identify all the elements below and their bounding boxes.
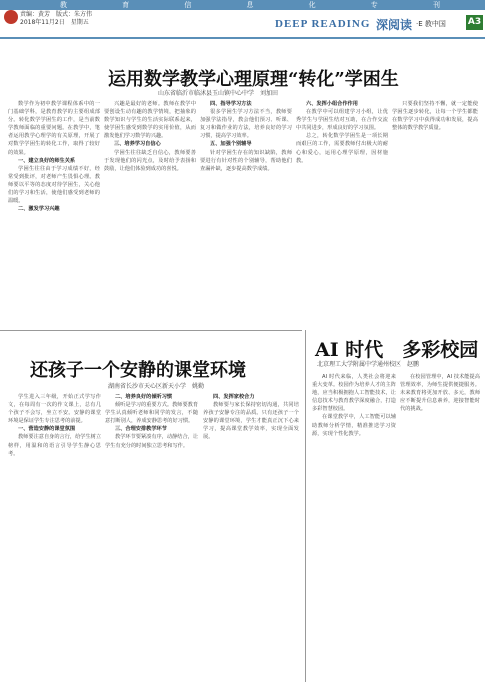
subheading: 二、激发学习兴趣	[18, 206, 60, 213]
category-item: 教	[60, 1, 67, 9]
article-title: 还孩子一个安静的课堂环境	[30, 360, 246, 381]
paragraph: 教学环节要紧凑有序，动静结合，让学生有充分的时间独立思考和写作。	[105, 434, 198, 449]
article-column	[203, 393, 299, 678]
article-column	[200, 100, 292, 325]
column-divider	[305, 330, 306, 682]
subheading: 三、合理安排教学环节	[115, 426, 167, 433]
category-item: 专	[370, 1, 378, 9]
category-item: 育	[122, 1, 130, 9]
paragraph: 倾听是学习的重要方式。教师要教育学生认真倾听老师和同学的发言，不随意打断别人，养成安静思考的好习惯。	[105, 402, 198, 425]
section-title-en: DEEP READING	[275, 18, 371, 30]
paragraph: 针对学困生存在的知识缺陷，教师要进行有针对性的个别辅导，帮助他们查漏补缺，逐步提高数学成绩。	[200, 149, 292, 172]
article-title: AI 时代 多彩校园	[315, 339, 479, 361]
masthead	[0, 0, 485, 38]
subheading: 一、营造安静的课堂氛围	[18, 426, 76, 433]
subheading: 二、培养良好的倾听习惯	[115, 394, 173, 400]
paragraph: 总之，转化数学学困生是一项长期而艰巨的工作，需要教师付出极大的耐心和爱心，运用心理学原理，因材施教。	[296, 133, 388, 164]
article-title: 运用数学教学心理原理“转化”学困生	[108, 69, 399, 90]
paragraph: 在课堂教学中，人工智能可以辅助教师分析学情，精准推送学习资源，实现个性化教学。	[312, 414, 396, 437]
subheading: 三、培养学习自信心	[114, 141, 161, 148]
paragraph: AI 时代来临，人类社会将迎来重大变革。校园作为培养人才的主阵地，应当积极拥抱人工智能技术，让信息技术与教育教学深度融合，打造多彩智慧校园。	[312, 374, 396, 413]
category-item: 息	[246, 1, 254, 9]
paragraph: 很多学困生学习方法不当，教师要加强学法指导，教会他们预习、听课、复习和做作业的方法，培养良好的学习习惯，提高学习效率。	[200, 109, 292, 140]
article-column	[104, 100, 196, 325]
paragraph: 学困生往往缺乏自信心，教师要善于发现他们的闪光点，及时给予表扬和鼓励，让他们体验到成功的喜悦。	[104, 149, 196, 172]
article-byline: 山东省临沂市临沭县玉山镇中心中学 刘加田	[158, 90, 279, 97]
subheading: 四、发挥家校合力	[213, 394, 255, 400]
article-byline: 湖南省长沙市天心区新天小学 姚勤	[108, 383, 205, 390]
issue-date: 2018年11月2日 星期五	[20, 19, 89, 26]
paragraph: 数学作为初中教学课程体系中的一门基础学科，是教育教学的主要组成部分。转化数学学困生的工作，是当前数学教师面临的重要问题。在教学中，笔者运用教学心理学的有关原理，开展了对数学学困生的转化工作，取得了较好的效果。	[8, 101, 100, 156]
category-item: 化	[308, 1, 316, 9]
section-title-cn: 深阅读	[376, 18, 413, 32]
article-column	[296, 100, 388, 325]
article-column	[400, 373, 480, 678]
section-divider	[0, 330, 302, 331]
subheading: 六、发挥小组合作作用	[306, 101, 358, 107]
edition-meta	[20, 11, 92, 27]
edition-tag: ·E 教中国	[416, 20, 446, 28]
article-column	[312, 373, 396, 678]
article-column	[8, 100, 100, 325]
subheading: 四、指导学习方法	[210, 101, 252, 107]
category-item: 信	[184, 1, 192, 9]
category-list	[60, 0, 440, 10]
paragraph: 教师要注意自身的言行，给学生树立榜样，用温和的语言引导学生静心思考。	[8, 434, 101, 457]
category-item: 刊	[432, 1, 440, 9]
page-number-badge: A3	[466, 15, 483, 30]
article-column	[105, 393, 198, 678]
paragraph: 只要我们坚持不懈，就一定能使学困生逐步转化，让每一个学生都能在数学学习中获得成功和发展，提高整体的数学教学质量。	[392, 101, 478, 132]
article-column	[392, 100, 478, 325]
paragraph: 学困生往往由于学习成绩不好，经常受到批评，对老师产生畏惧心理。教师要以平等的态度对待学困生，关心他们的学习和生活，使他们感受到老师的温暖。	[8, 165, 100, 205]
newspaper-logo-icon	[4, 10, 18, 24]
paragraph: 兴趣是最好的老师。教师在教学中要创设生动有趣的教学情境，把抽象的数学知识与学生的生活实际联系起来，使学困生感受到数学的实用价值，从而激发他们学习数学的兴趣。	[104, 101, 196, 140]
article-byline: 北京理工大学附属中学通州校区 赵鹏	[317, 361, 420, 368]
paragraph: 在教学中可以组建学习小组，让优秀学生与学困生结对互助，在合作交流中共同进步，形成良好的学习氛围。	[296, 109, 388, 132]
subheading: 五、加强个别辅导	[210, 141, 252, 148]
article-column	[8, 393, 101, 678]
paragraph: 学生进入三年级，开始正式学写作文，在每周有一次的作文课上，总有几个孩子不会写，坐立不安。安静的课堂环境是保证学生专注思考的前提。	[8, 394, 101, 425]
masthead-rule	[0, 37, 485, 39]
editor-credit: 责编：黄芳 版式：朱方伟	[20, 11, 93, 18]
paragraph: 教师要与家长保持密切沟通，共同培养孩子安静专注的品质。只有还孩子一个安静的课堂环境，学生才能真正沉下心来学习，提高课堂教学效率，实现全面发展。	[203, 402, 299, 441]
subheading: 一、建立良好的师生关系	[18, 157, 76, 164]
paragraph: 在校园管理中，AI 技术能提高管理效率，为师生提供便捷服务。未来教育将更加开放、多元，教师应不断提升信息素养，迎接智能时代的挑战。	[400, 374, 480, 413]
